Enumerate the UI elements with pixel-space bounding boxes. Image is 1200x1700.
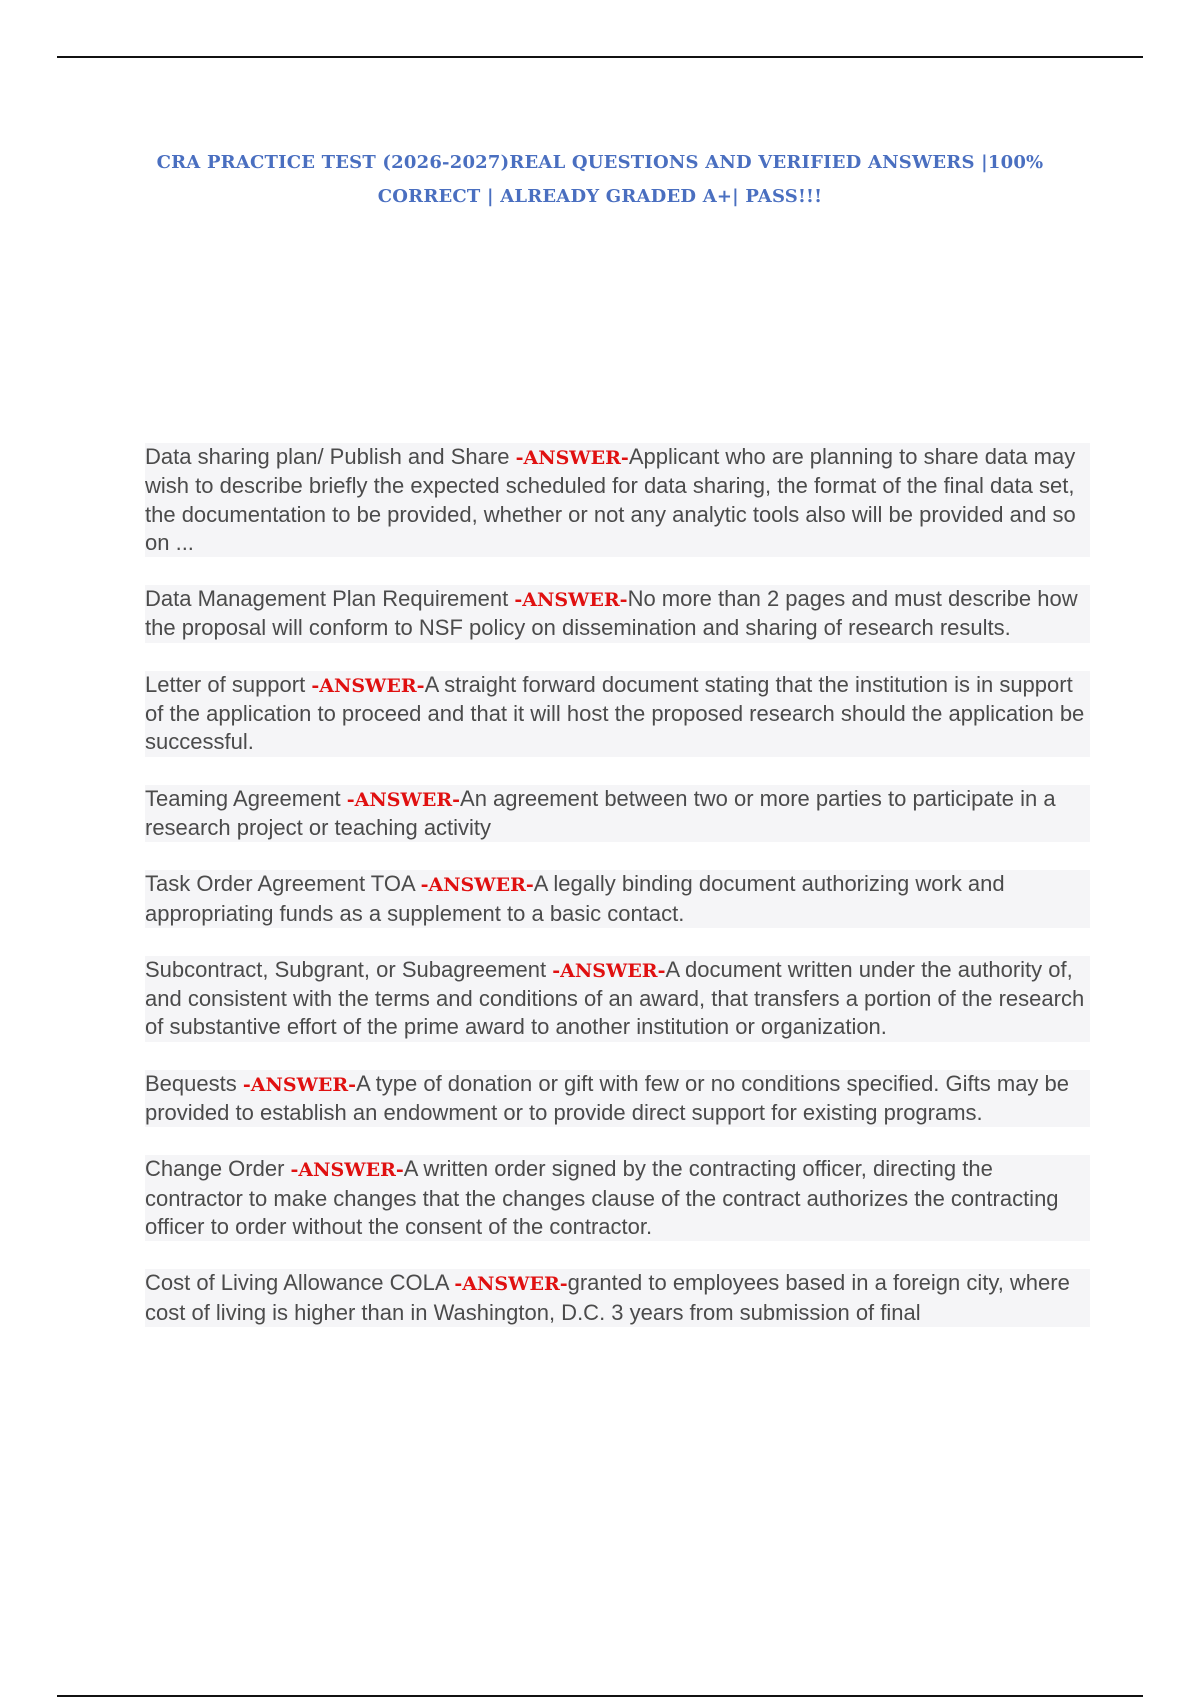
- qa-list: [145, 443, 1090, 1355]
- qa-term: Data Management Plan Requirement: [145, 586, 509, 612]
- qa-term: Cost of Living Allowance COLA: [145, 1270, 449, 1296]
- qa-item: [145, 585, 1090, 643]
- qa-definition: An agreement between two or more parties to participate in a research project or teaching activity: [145, 785, 1056, 840]
- qa-definition: A legally binding document authorizing work and appropriating funds as a supplement to a basic contact.: [145, 871, 1005, 926]
- qa-definition: No more than 2 pages and must describe how the proposal will conform to NSF policy on dissemination and sharing of research results.: [145, 586, 1078, 641]
- qa-term: Bequests: [145, 1070, 237, 1096]
- answer-label: -ANSWER-: [290, 1159, 404, 1182]
- answer-label: -ANSWER-: [515, 447, 629, 469]
- qa-item: [145, 1269, 1090, 1327]
- answer-label: -ANSWER-: [454, 1273, 568, 1296]
- qa-term: Data sharing plan/ Publish and Share: [145, 444, 510, 469]
- qa-term: Letter of support: [145, 671, 306, 697]
- qa-term: Task Order Agreement TOA: [145, 871, 415, 897]
- answer-label: -ANSWER-: [552, 959, 666, 982]
- qa-definition: A straight forward document stating that the institution is in support of the application to proceed and that it will host the proposed research should the application be successful.: [145, 671, 1085, 755]
- document-title: CRA PRACTICE TEST (2026-2027)REAL QUESTIONS AND VERIFIED ANSWERS |100% CORRECT | ALREADY GRADED A+| PASS!!!: [156, 152, 1044, 207]
- qa-term: Teaming Agreement: [145, 785, 341, 811]
- qa-item: [145, 1070, 1090, 1128]
- qa-item: [145, 870, 1090, 928]
- answer-label: -ANSWER-: [242, 1073, 357, 1096]
- qa-term: Change Order: [145, 1156, 285, 1182]
- qa-definition: granted to employees based in a foreign city, where cost of living is higher than in Washington, D.C. 3 years from submission of final: [145, 1270, 1070, 1325]
- qa-definition: Applicant who are planning to share data may wish to describe briefly the expected scheduled for data sharing, the format of the final data set, the documentation to be provided, whether or not any analytic tools also will be provided and so on ...: [145, 444, 1076, 555]
- qa-item: [145, 956, 1090, 1042]
- answer-label: -ANSWER-: [346, 788, 461, 811]
- top-divider: [57, 56, 1143, 58]
- qa-definition: A type of donation or gift with few or no conditions specified. Gifts may be provided to establish an endowment or to provide direct support for existing programs.: [145, 1070, 1070, 1126]
- bottom-divider: [57, 1695, 1143, 1697]
- qa-item: [145, 443, 1090, 557]
- answer-label: -ANSWER-: [514, 589, 628, 612]
- qa-term: Subcontract, Subgrant, or Subagreement: [145, 956, 547, 982]
- answer-label: -ANSWER-: [311, 674, 425, 697]
- answer-label: -ANSWER-: [420, 874, 534, 897]
- qa-definition: A document written under the authority of, and consistent with the terms and conditions of an award, that transfers a portion of the research of substantive effort of the prime award to another institution or organization.: [145, 956, 1085, 1040]
- qa-definition: A written order signed by the contracting officer, directing the contractor to make changes that the changes clause of the contract authorizes the contracting officer to order without the consent of the contractor.: [145, 1156, 1059, 1239]
- qa-item: [145, 1155, 1090, 1241]
- qa-item: [145, 785, 1090, 843]
- qa-item: [145, 671, 1090, 757]
